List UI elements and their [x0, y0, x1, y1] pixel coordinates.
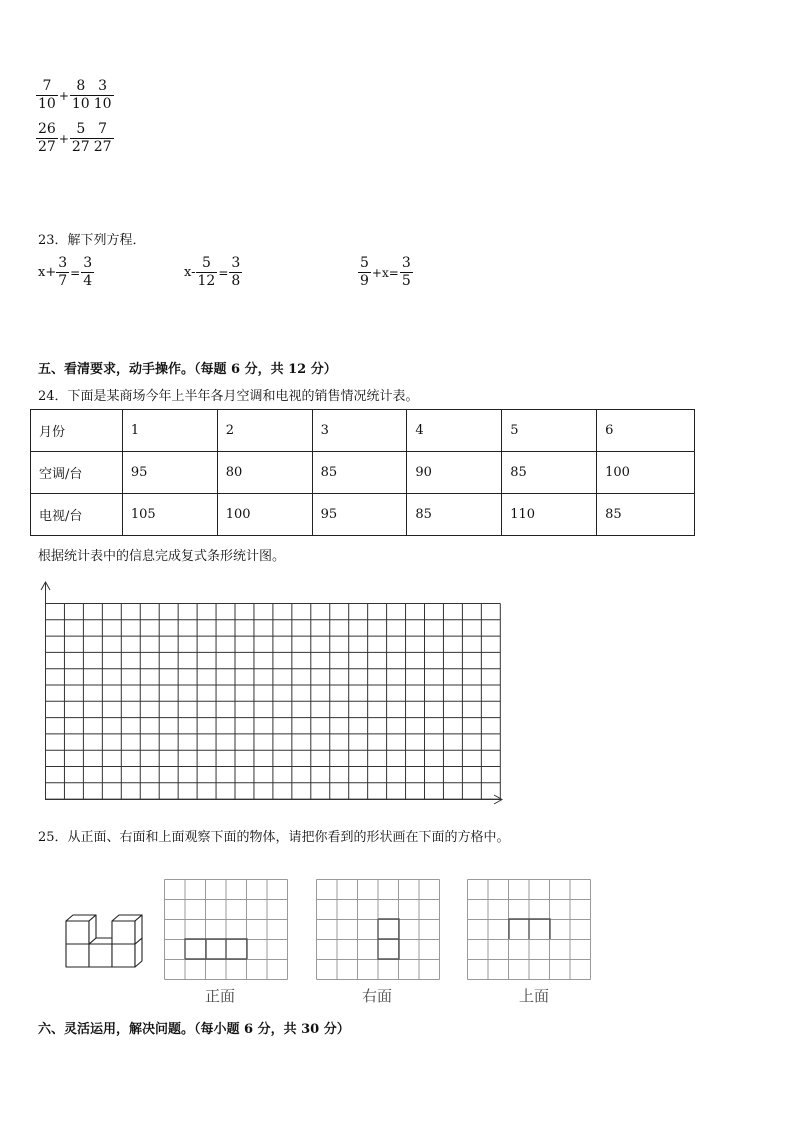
equation-2: x- $\frac{5}{12}$ = $\frac{3}{8}$: [184, 255, 241, 289]
drawn-shape: [185, 939, 247, 959]
table-cell: 4: [407, 410, 502, 452]
q24-title: 24．下面是某商场今年上半年各月空调和电视的销售情况统计表。: [38, 389, 419, 404]
cube-object-illustration: [62, 912, 146, 970]
fraction: $\frac{7}{10}$: [38, 78, 56, 112]
section-6-title: 六、灵活运用，解决问题。（每小题 6 分，共 30 分）: [38, 1022, 350, 1037]
fraction: $\frac{3}{4}$: [83, 255, 93, 289]
table-cell: 1: [122, 410, 217, 452]
fraction: $\frac{3}{7}$: [58, 255, 68, 289]
fraction: $\frac{5}{12}$: [197, 255, 216, 289]
table-cell: 90: [407, 452, 502, 494]
table-cell: 80: [217, 452, 312, 494]
table-cell: 6: [597, 410, 695, 452]
operator: +: [58, 131, 69, 146]
fraction: $\frac{3}{8}$: [231, 255, 241, 289]
table-cell: 85: [312, 452, 407, 494]
fraction: $\frac{3}{10}$: [93, 78, 112, 112]
table-cell: 空调/台: [31, 452, 123, 494]
grid-caption-top: 上面: [519, 987, 550, 1005]
table-cell: 85: [502, 452, 597, 494]
table-row: [31, 410, 695, 452]
grid-caption-front: 正面: [205, 987, 236, 1005]
drawn-shape: [378, 919, 399, 959]
stat-table: [30, 409, 695, 536]
table-cell: 95: [312, 494, 407, 536]
table-cell: 85: [407, 494, 502, 536]
section-5-title: 五、看清要求，动手操作。（每题 6 分，共 12 分）: [38, 362, 337, 377]
fraction: $\frac{5}{27}$: [71, 121, 90, 155]
equation-1: x+ $\frac{3}{7}$ = $\frac{3}{4}$: [38, 255, 93, 289]
table-cell: 电视/台: [31, 494, 123, 536]
fraction: $\frac{8}{10}$: [71, 78, 90, 112]
table-cell: 110: [502, 494, 597, 536]
equation-3: $\frac{5}{9}$ +x= $\frac{3}{5}$: [360, 255, 411, 289]
calc-line-1: [36, 78, 114, 113]
fraction: $\frac{7}{27}$: [93, 121, 112, 155]
fraction: $\frac{5}{9}$: [360, 255, 369, 289]
q23-title: 23．解下列方程．: [38, 233, 146, 248]
table-row: [31, 494, 695, 536]
top-view-grid[interactable]: [466, 878, 592, 982]
table-cell: 2: [217, 410, 312, 452]
table-cell: 100: [217, 494, 312, 536]
table-cell: 95: [122, 452, 217, 494]
right-view-grid[interactable]: [315, 878, 441, 982]
table-cell: 月份: [31, 410, 123, 452]
table-cell: 5: [502, 410, 597, 452]
operator: +: [58, 88, 69, 103]
table-cell: 100: [597, 452, 695, 494]
fraction: $\frac{26}{27}$: [38, 121, 56, 155]
drawn-shape: [509, 919, 550, 939]
fraction: $\frac{3}{5}$: [401, 255, 411, 289]
table-cell: 85: [597, 494, 695, 536]
grid-caption-right: 右面: [362, 987, 393, 1005]
calc-line-2: [36, 121, 114, 156]
front-view-grid[interactable]: [163, 878, 289, 982]
table-cell: 105: [122, 494, 217, 536]
table-row: [31, 452, 695, 494]
q24-instruction: 根据统计表中的信息完成复式条形统计图。: [38, 549, 286, 564]
blank-bar-chart-grid[interactable]: [30, 578, 510, 810]
q25-title: 25．从正面、右面和上面观察下面的物体，请把你看到的形状画在下面的方格中。: [38, 830, 510, 845]
table-cell: 3: [312, 410, 407, 452]
